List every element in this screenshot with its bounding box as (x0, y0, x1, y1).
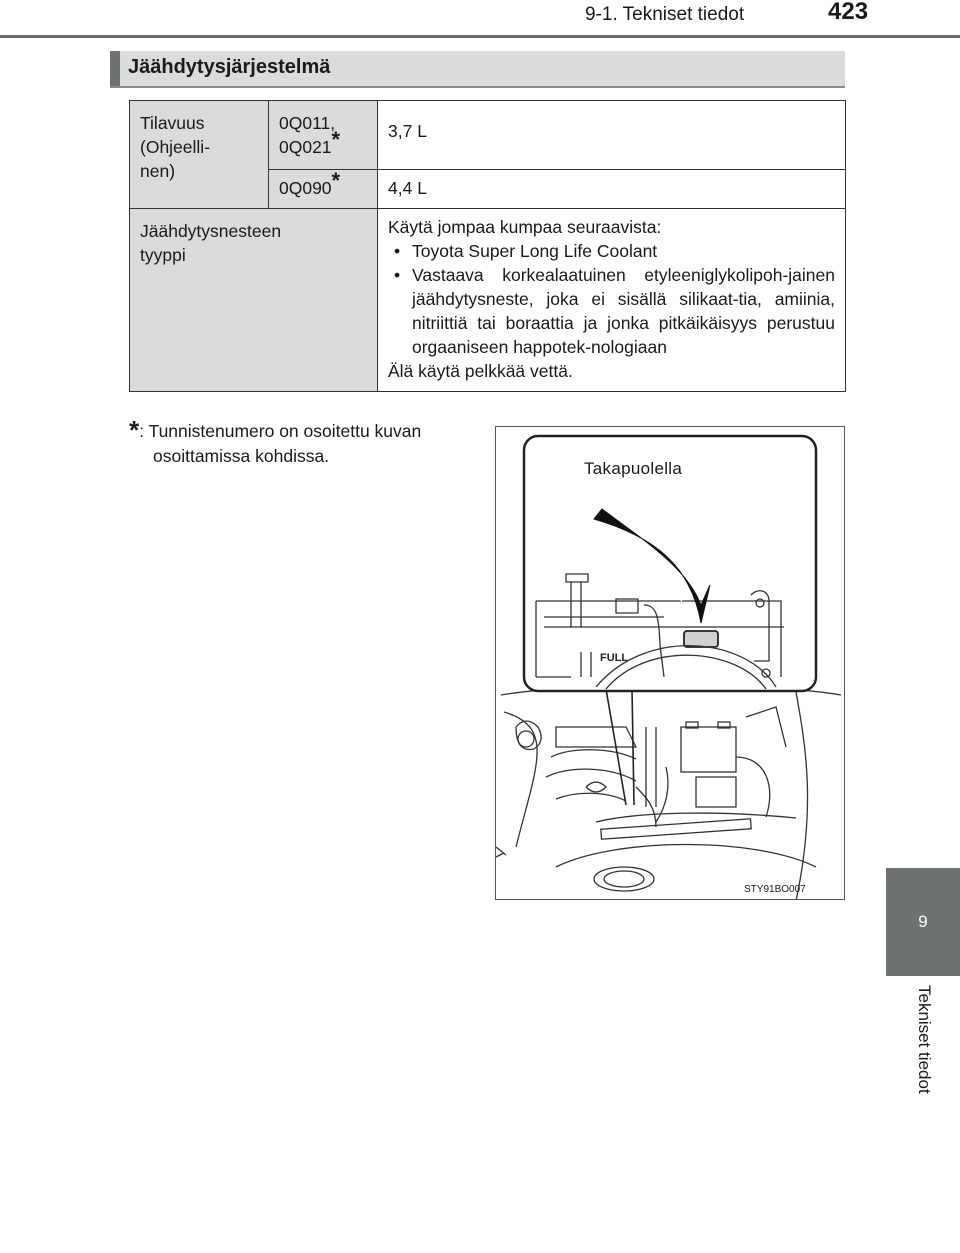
capacity-label-cell (130, 101, 269, 209)
figure-code: STY91BO007 (744, 884, 806, 895)
engine-code-cell (269, 101, 378, 170)
chapter-title: 9-1. Tekniset tiedot (585, 4, 745, 25)
footnote-text: : Tunnistenumero on osoitettu kuvan (139, 421, 422, 441)
engine-bay-illustration (495, 426, 845, 900)
coolant-note: Älä käytä pelkkää vettä. (388, 361, 573, 381)
footnote-text: osoittamissa kohdissa. (153, 446, 330, 466)
capacity-label-line: Tilavuus (140, 113, 205, 133)
table-row (130, 101, 846, 170)
coolant-label-line: Jäähdytysnesteen (140, 221, 282, 241)
chapter-tab-number: 9 (918, 912, 928, 931)
footnote (129, 415, 479, 469)
capacity-value: 3,7 L (388, 121, 427, 141)
section-title: Jäähdytysjärjestelmä (128, 56, 331, 78)
section-heading (110, 51, 845, 88)
capacity-value-cell (378, 101, 846, 170)
asterisk-icon: * (331, 168, 341, 193)
coolant-label-line: tyyppi (140, 245, 186, 265)
coolant-type-label-cell (130, 209, 378, 392)
list-item: • Vastaava korkealaatuinen etyleeniglykolipoh-jainen jäähdytysneste, joka ei sisällä silikaat-tia, amiinia, nitriittiä tai boraattia ja jonka pitkäikäisyys perustuu orgaaniseen happotek-nologiaan (388, 263, 835, 359)
header-divider (0, 35, 960, 38)
capacity-value-cell (378, 170, 846, 209)
capacity-label-line: nen) (140, 161, 176, 181)
chapter-tab (886, 868, 960, 976)
engine-code-cell (269, 170, 378, 209)
asterisk-icon: * (129, 415, 140, 445)
engine-code: 0Q090 (279, 178, 332, 198)
capacity-label-line: (Ohjeelli- (140, 137, 211, 157)
asterisk-icon: * (331, 127, 341, 152)
table-row (130, 209, 846, 392)
engine-bay-drawing (496, 427, 845, 900)
figure-callout-label: Takapuolella (584, 459, 683, 478)
section-marker (110, 51, 120, 86)
coolant-options-list (388, 239, 835, 359)
coolant-spec-table (129, 100, 846, 392)
capacity-value: 4,4 L (388, 178, 427, 198)
page-number: 423 (828, 0, 869, 25)
coolant-intro: Käytä jompaa kumpaa seuraavista: (388, 217, 662, 237)
chapter-tab-title: Tekniset tiedot (915, 985, 934, 1094)
tank-full-mark: FULL (600, 652, 629, 664)
coolant-type-cell (378, 209, 846, 392)
engine-code: 0Q011, (279, 113, 336, 133)
list-item: • Toyota Super Long Life Coolant (388, 239, 835, 263)
engine-code: 0Q021 (279, 137, 332, 157)
